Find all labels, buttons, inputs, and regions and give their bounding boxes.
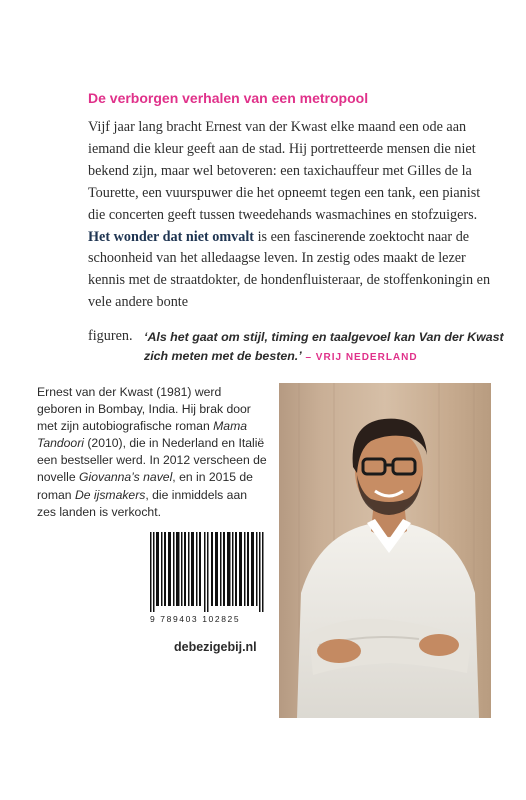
- bio-part: Ernest van der Kwast (1981) werd geboren in Bombay, India. Hij brak door met zijn autobiografische roman: [37, 385, 251, 434]
- bio-book-title: Mama Tandoori: [37, 419, 248, 451]
- author-photo: [279, 383, 491, 718]
- bio-part: , die inmiddels aan zes landen is verkocht.: [37, 487, 247, 519]
- section-heading: De verborgen verhalen van een metropool: [88, 90, 369, 106]
- blurb-text: [88, 117, 498, 314]
- barcode-bars: [148, 532, 266, 612]
- blurb-intro: Vijf jaar lang bracht Ernest van der Kwast elke maand een ode aan iemand die kleur geeft aan de stad. Hij portretteerde mensen die niet bekend zijn, maar wel betoveren: een taxichauffeur met Gilles de la Tourette, een vuurspuwer die het opneemt tegen een tank, een pianist die concerten geeft tussen tweedehands wasmachines en stofzuigers.: [88, 119, 481, 223]
- review-quote: [144, 328, 506, 367]
- book-title-highlight: Het wonder dat niet omvalt: [88, 228, 255, 245]
- blurb-rest: is een fascinerende zoektocht naar de schoonheid van het alledaagse leven. In zestig odes maakt de lezer kennis met de straatdokter, de hondenfluisteraar, de stoffenkoningin en vele andere bonte: [88, 228, 491, 311]
- bio-part: , en in 2015 de roman: [37, 470, 253, 502]
- publisher-url[interactable]: debezigebij.nl: [174, 640, 257, 654]
- quote-text: ‘Als het gaat om stijl, timing en taalgevoel kan Van der Kwast zich meten met de besten.’: [144, 330, 504, 363]
- blurb-last-word: figuren.: [88, 328, 133, 344]
- bio-book-title: De ijsmakers: [74, 487, 146, 502]
- bio-book-title: Giovanna’s navel: [79, 470, 173, 485]
- author-bio: [37, 384, 269, 521]
- bio-part: (2010), die in Nederland en Italië een bestseller werd. In 2012 verscheen de novelle: [37, 436, 267, 485]
- quote-source: – VRIJ NEDERLAND: [301, 352, 418, 363]
- author-portrait-illustration: [279, 383, 491, 718]
- isbn-number: 9 789403 102825: [150, 614, 241, 624]
